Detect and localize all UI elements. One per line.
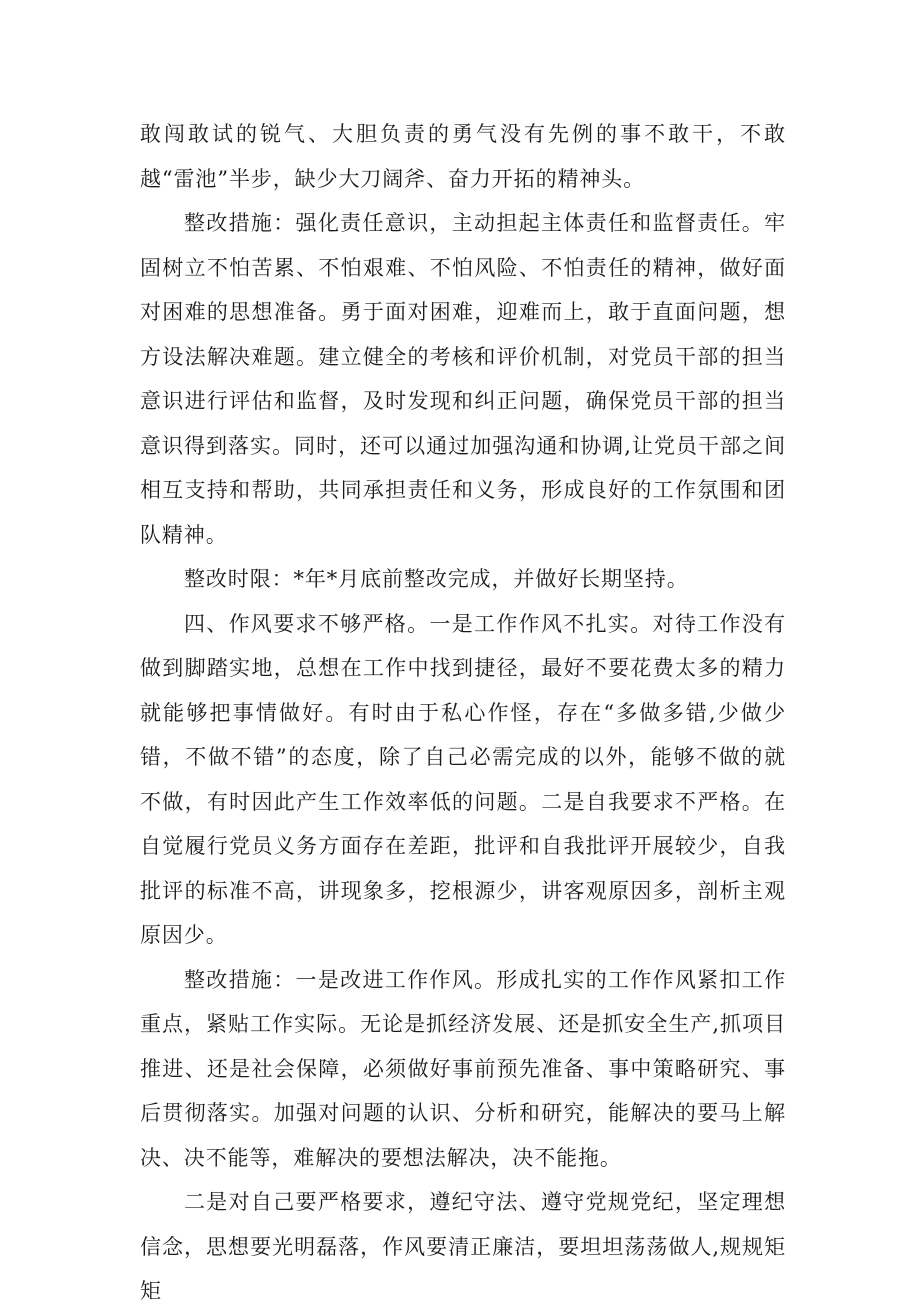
document-body xyxy=(140,112,786,1314)
paragraph-rectification-deadline: 整改时限：*年*月底前整改完成，并做好长期坚持。 xyxy=(184,567,689,591)
paragraph-strict-self-requirement: 二是对自己要严格要求，遵纪守法、遵守党规党纪，坚定理想信念，思想要光明磊落，作风要清正廉洁，要坦坦荡荡做人,规规矩矩 xyxy=(140,1190,786,1303)
paragraph-rectification-measures-2: 整改措施：一是改进工作作风。形成扎实的工作作风紧扣工作重点，紧贴工作实际。无论是抓经济发展、还是抓安全生产,抓项目推进、还是社会保障，必须做好事前预先准备、事中策略研究、事后贯彻落实。加强对问题的认识、分析和研究，能解决的要马上解决、决不能等，难解决的要想法解决，决不能拖。 xyxy=(140,967,786,1170)
paragraph-rectification-measures-1: 整改措施：强化责任意识，主动担起主体责任和监督责任。牢固树立不怕苦累、不怕艰难、不怕风险、不怕责任的精神，做好面对困难的思想准备。勇于面对困难，迎难而上，敢于直面问题，想方设法解决难题。建立健全的考核和评价机制，对党员干部的担当意识进行评估和监督，及时发现和纠正问题，确保党员干部的担当意识得到落实。同时，还可以通过加强沟通和协调,让党员干部之间相互支持和帮助，共同承担责任和义务，形成良好的工作氛围和团队精神。 xyxy=(140,211,786,547)
paragraph-section-four-work-style: 四、作风要求不够严格。一是工作作风不扎实。对待工作没有做到脚踏实地，总想在工作中找到捷径，最好不要花费太多的精力就能够把事情做好。有时由于私心作怪，存在“多做多错,少做少错，不做不错”的态度，除了自己必需完成的以外，能够不做的就不做，有时因此产生工作效率低的问题。二是自我要求不严格。在自觉履行党员义务方面存在差距，批评和自我批评开展较少，自我批评的标准不高，讲现象多，挖根源少，讲客观原因多，剖析主观原因少。 xyxy=(140,611,786,947)
paragraph-continuation: 敢闯敢试的锐气、大胆负责的勇气没有先例的事不敢干，不敢越“雷池”半步，缺少大刀阔斧、奋力开拓的精神头。 xyxy=(140,122,786,191)
